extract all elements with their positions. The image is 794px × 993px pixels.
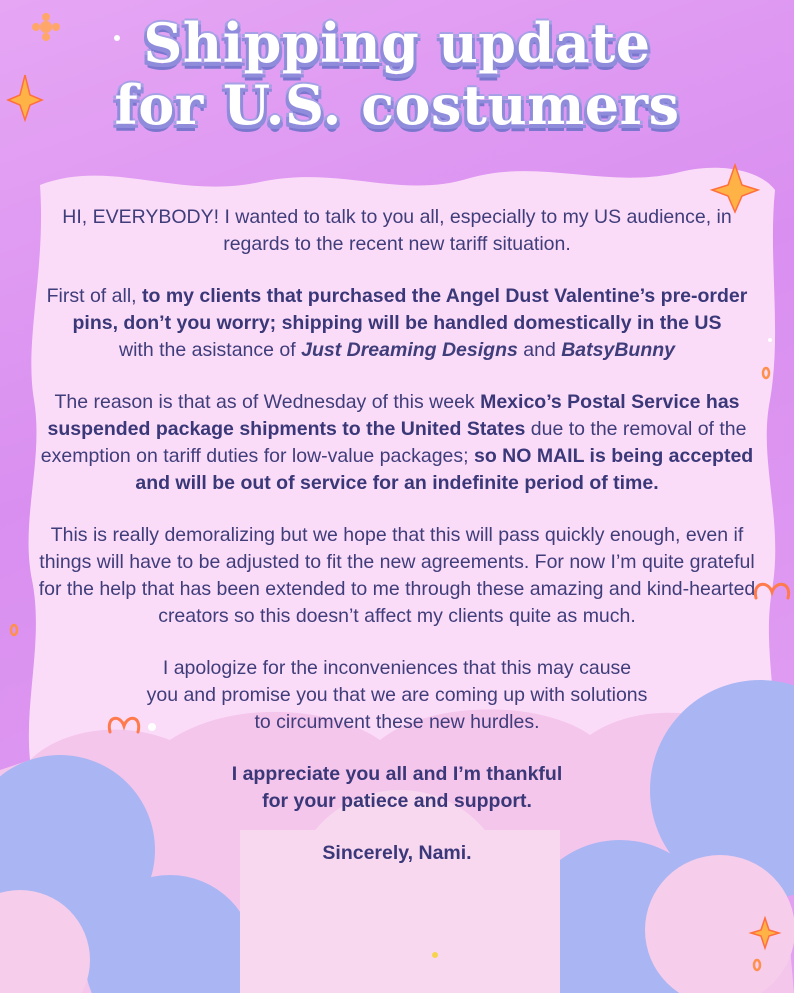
p6-line-1: I appreciate you all and I’m thankful [231, 763, 563, 785]
p5-line-1: I apologize for the inconveniences that this may cause [162, 657, 632, 679]
paragraph-greeting: HI, EVERYBODY! I wanted to talk to you all, especially to my US audience, in regards to the recent new tariff situation. [62, 206, 732, 255]
signature [30, 840, 764, 867]
paragraph-clients [30, 283, 764, 364]
message-body [30, 204, 764, 892]
p3-bold-2: so NO MAIL is being accepted and will be out of service for an indefinite period of time. [135, 445, 754, 494]
p3-bold-1: Mexico’s Postal Service has suspended package shipments to the United States [47, 391, 740, 440]
partner-1: Just Dreaming Designs [301, 339, 518, 361]
p6-line-2: for your patiece and support. [262, 790, 532, 812]
signature-text: Sincerely, Nami. [322, 842, 472, 864]
p3-lead: The reason is that as of Wednesday of this week [54, 391, 481, 413]
p2-bold: to my clients that purchased the Angel Dust Valentine’s pre-order pins, don’t you worry; shipping will be handled domestically in the US [72, 285, 748, 334]
dot-icon-2 [432, 952, 438, 958]
p2-and: and [517, 339, 562, 361]
title-line-2: for U.S. costumers [114, 73, 680, 137]
paragraph-thanks [30, 761, 764, 815]
p3-mid: due to the removal of the exemption on tariff duties for low-value packages; [40, 418, 747, 467]
partner-2: BatsyBunny [561, 339, 675, 361]
paragraph-reason [30, 389, 764, 497]
title-line-1: Shipping update [143, 11, 651, 75]
p5-line-2: you and promise you that we are coming up with solutions [146, 684, 648, 706]
p2-lead: First of all, [46, 285, 142, 307]
p2-mid: with the asistance of [119, 339, 302, 361]
p5-line-3: to circumvent these new hurdles. [254, 711, 540, 733]
paragraph-feelings: This is really demoralizing but we hope that this will pass quickly enough, even if things will have to be adjusted to fit the new agreements. For now I’m quite grateful for the help that has been extended to me through these amazing and kind-hearted creators so this doesn’t affect my clients quite as much. [38, 524, 756, 627]
page-title [0, 12, 794, 136]
paragraph-apology [30, 655, 764, 736]
